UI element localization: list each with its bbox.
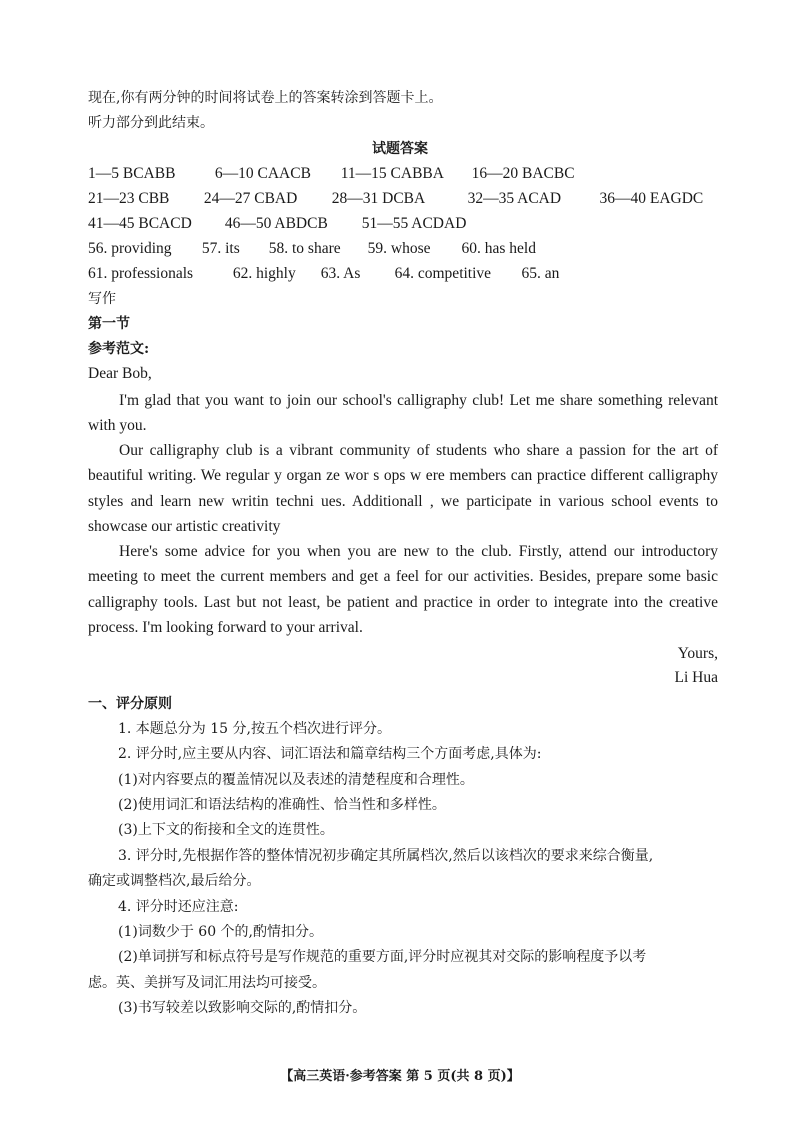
answer-group: 65. an [521, 265, 560, 282]
section-heading: 第一节 [88, 316, 130, 332]
grading-item: (2)单词拼写和标点符号是写作规范的重要方面,评分时应视其对交际的影响程度予以考 [118, 949, 647, 965]
grading-item: (1)对内容要点的覆盖情况以及表述的清楚程度和合理性。 [118, 772, 474, 788]
answer-group: 56. providing [88, 240, 172, 257]
grading-item: 1. 本题总分为 15 分,按五个档次进行评分。 [118, 721, 391, 737]
grading-item: (1)词数少于 60 个的,酌情扣分。 [118, 924, 323, 940]
answer-group: 46—50 ABDCB [224, 215, 328, 232]
answer-group: 1—5 BCABB [88, 165, 176, 182]
salutation: Dear Bob, [88, 365, 152, 382]
answers-title: 试题答案 [372, 141, 428, 157]
answer-group: 60. has held [461, 240, 536, 257]
grading-item: 确定或调整档次,最后给分。 [88, 873, 261, 889]
answer-row-4 [88, 239, 536, 259]
closing: Yours, [677, 645, 718, 662]
writing-heading: 写作 [88, 291, 116, 307]
answer-group: 63. As [320, 265, 361, 282]
answer-group: 57. its [201, 240, 240, 257]
answer-group: 61. professionals [88, 265, 194, 282]
answer-group: 16—20 BACBC [471, 165, 575, 182]
answer-group: 64. competitive [394, 265, 492, 282]
answer-group: 6—10 CAACB [214, 165, 311, 182]
grading-item: (2)使用词汇和语法结构的准确性、恰当性和多样性。 [118, 797, 446, 813]
answer-row-2 [88, 189, 703, 209]
grading-title: 一、评分原则 [88, 696, 172, 712]
essay-paragraph-1: I'm glad that you want to join our school's calligraphy club! Let me share something relevant with you. [88, 392, 718, 435]
answer-group: 36—40 EAGDC [599, 190, 704, 207]
answer-group: 28—31 DCBA [331, 190, 426, 207]
grading-item: 2. 评分时,应主要从内容、词汇语法和篇章结构三个方面考虑,具体为: [118, 746, 542, 762]
answer-group: 59. whose [367, 240, 431, 257]
grading-item: 虑。英、美拼写及词汇用法均可接受。 [88, 975, 326, 991]
answer-group: 62. highly [232, 265, 296, 282]
answer-row-1 [88, 164, 575, 184]
intro-line-1: 现在,你有两分钟的时间将试卷上的答案转涂到答题卡上。 [88, 90, 443, 106]
answer-group: 32—35 ACAD [467, 190, 562, 207]
grading-item: 4. 评分时还应注意: [118, 899, 239, 915]
sample-label: 参考范文: [88, 341, 150, 357]
essay-paragraph-2: Our calligraphy club is a vibrant community of students who share a passion for the art of beautiful writing. We regular y organ ze wor s ops w ere members can practice different calligraphy styles and learn new writin techni ues. Additionall , we participate in various school events to showcase our artistic creativity [88, 442, 718, 535]
answer-group: 21—23 CBB [88, 190, 170, 207]
answer-group: 51—55 ACDAD [361, 215, 467, 232]
grading-item: (3)上下文的衔接和全文的连贯性。 [118, 822, 334, 838]
grading-item: (3)书写较差以致影响交际的,酌情扣分。 [118, 1000, 367, 1016]
answer-row-5 [88, 264, 559, 284]
grading-item: 3. 评分时,先根据作答的整体情况初步确定其所属档次,然后以该档次的要求来综合衡量, [118, 848, 654, 864]
signature: Li Hua [674, 669, 718, 686]
answer-group: 24—27 CBAD [203, 190, 298, 207]
page-footer: 【高三英语·参考答案 第 5 页(共 8 页)】 [280, 1069, 520, 1084]
answer-group: 58. to share [268, 240, 341, 257]
answer-group: 41—45 BCACD [88, 215, 192, 232]
answer-group: 11—15 CABBA [340, 165, 444, 182]
essay-paragraph-3: Here's some advice for you when you are new to the club. Firstly, attend our introductory meeting to meet the current members and get a feel for our activities. Besides, prepare some basic calligraphy tools. Last but not least, be patient and practice in order to integrate into the creative process. I'm looking forward to your arrival. [88, 543, 718, 636]
intro-line-2: 听力部分到此结束。 [88, 115, 214, 131]
answer-row-3 [88, 214, 466, 234]
